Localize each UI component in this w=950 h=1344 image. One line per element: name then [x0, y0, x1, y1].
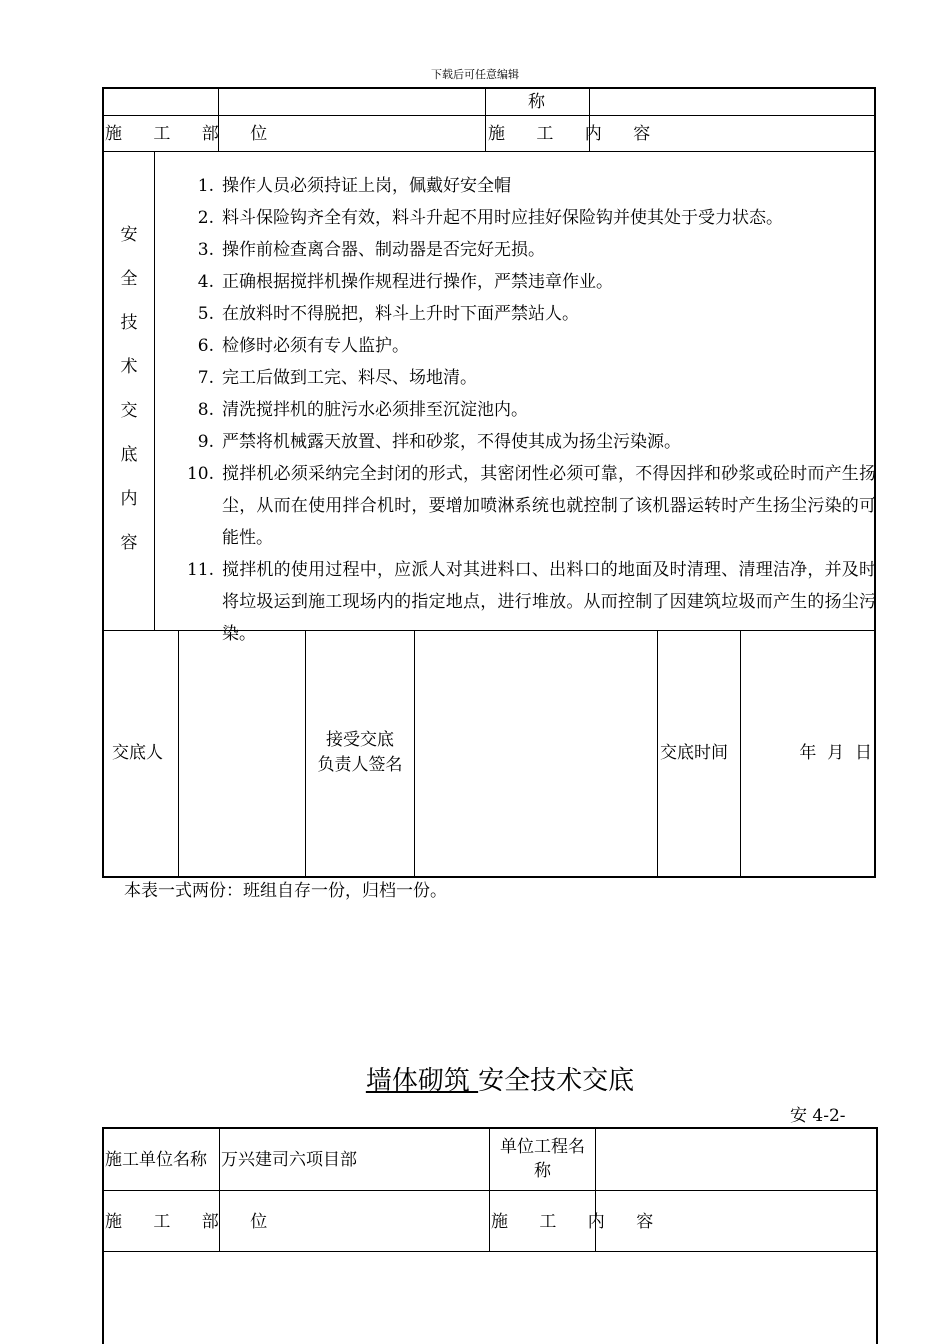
side-label-char: 全: [120, 269, 138, 289]
table1-col-line: [178, 630, 179, 876]
header-note: 下载后可任意编辑: [431, 68, 519, 81]
table1-left-border: [102, 87, 104, 878]
safety-items-list: [186, 170, 876, 650]
sign-receiver-field[interactable]: [416, 634, 656, 874]
list-item: 6. 检修时必须有专人监护。: [197, 336, 409, 356]
list-item: 8. 清洗搅拌机的脏污水必须排至沉淀池内。: [197, 400, 528, 420]
side-label-char: 技: [120, 313, 138, 333]
content-label: 施 工 内 容: [488, 124, 664, 144]
table1-bottom-border: [102, 876, 876, 878]
list-item: 4. 正确根据搅拌机操作规程进行操作，严禁违章作业。: [197, 272, 613, 292]
unit-name-label: 施工单位名称: [105, 1150, 207, 1170]
project-name-value[interactable]: [597, 1131, 874, 1188]
list-item: 2. 料斗保险钩齐全有效，料斗升起不用时应挂好保险钩并使其处于受力状态。: [197, 208, 783, 228]
location-label: 施 工 部 位: [105, 124, 281, 144]
sign-date-field[interactable]: 年 月 日: [799, 743, 872, 763]
side-label-char: 底: [120, 445, 138, 465]
unit-name-value[interactable]: 万兴建司六项目部: [221, 1150, 357, 1170]
table1-col-line: [485, 87, 486, 151]
table1-row-line: [102, 151, 876, 152]
list-item: 3. 操作前检查离合器、制动器是否完好无损。: [197, 240, 545, 260]
project-name-label-tail: 称: [528, 92, 545, 112]
table1-col-line: [154, 151, 155, 630]
list-item: 10. 搅拌机必须采纳完全封闭的形式，其密闭性必须可靠，不得因拌和砂浆或砼时而产生扬尘，从而在使用拌合机时，要增加喷淋系统也就控制了该机器运转时产生扬尘污染的可能性。: [186, 464, 876, 548]
table1-col-line: [740, 630, 741, 876]
location-value-2[interactable]: [221, 1194, 487, 1249]
table2-col-line: [219, 1127, 220, 1252]
side-label-char: 内: [120, 489, 138, 509]
sign-time-label: 交底时间: [660, 743, 728, 763]
table1-col-line: [414, 630, 415, 876]
content-value[interactable]: [590, 118, 872, 148]
content-value-2[interactable]: [597, 1194, 874, 1249]
list-item: 5. 在放料时不得脱把，料斗上升时下面严禁站人。: [197, 304, 579, 324]
list-item: 7. 完工后做到工完、料尽、场地清。: [197, 368, 477, 388]
content-label-2: 施 工 内 容: [491, 1212, 667, 1232]
list-item: 1. 操作人员必须持证上岗，佩戴好安全帽: [197, 176, 511, 196]
side-label-safety-content: [118, 222, 140, 574]
footnote: 本表一式两份：班组自存一份，归档一份。: [124, 881, 447, 901]
table2-col-line: [595, 1127, 596, 1252]
location-label-2: 施 工 部 位: [105, 1212, 281, 1232]
location-value[interactable]: [219, 118, 484, 148]
section2-title: 墙体砌筑 安全技术交底: [365, 1066, 635, 1096]
table1-col-line: [657, 630, 658, 876]
table2-left-border: [102, 1127, 104, 1344]
table2-right-border: [876, 1127, 878, 1344]
side-label-char: 交: [120, 401, 138, 421]
sign-receiver-label: 接受交底 负责人签名: [317, 730, 403, 775]
side-label-char: 安: [120, 225, 138, 245]
side-label-char: 术: [120, 357, 138, 377]
side-label-char: 容: [120, 533, 138, 553]
list-item: 11. 搅拌机的使用过程中，应派人对其进料口、出料口的地面及时清理、清理洁净，并及时将垃圾运到施工现场内的指定地点，进行堆放。从而控制了因建筑垃圾而产生的扬尘污染。: [186, 560, 876, 644]
list-item: 9. 严禁将机械露天放置、拌和砂浆，不得使其成为扬尘污染源。: [197, 432, 681, 452]
sign-from-label: 交底人: [112, 743, 163, 763]
project-name-label: 单位工程名 称: [500, 1137, 585, 1181]
sign-from-field[interactable]: [180, 634, 303, 874]
form-code: 安 4-2-: [790, 1106, 846, 1126]
